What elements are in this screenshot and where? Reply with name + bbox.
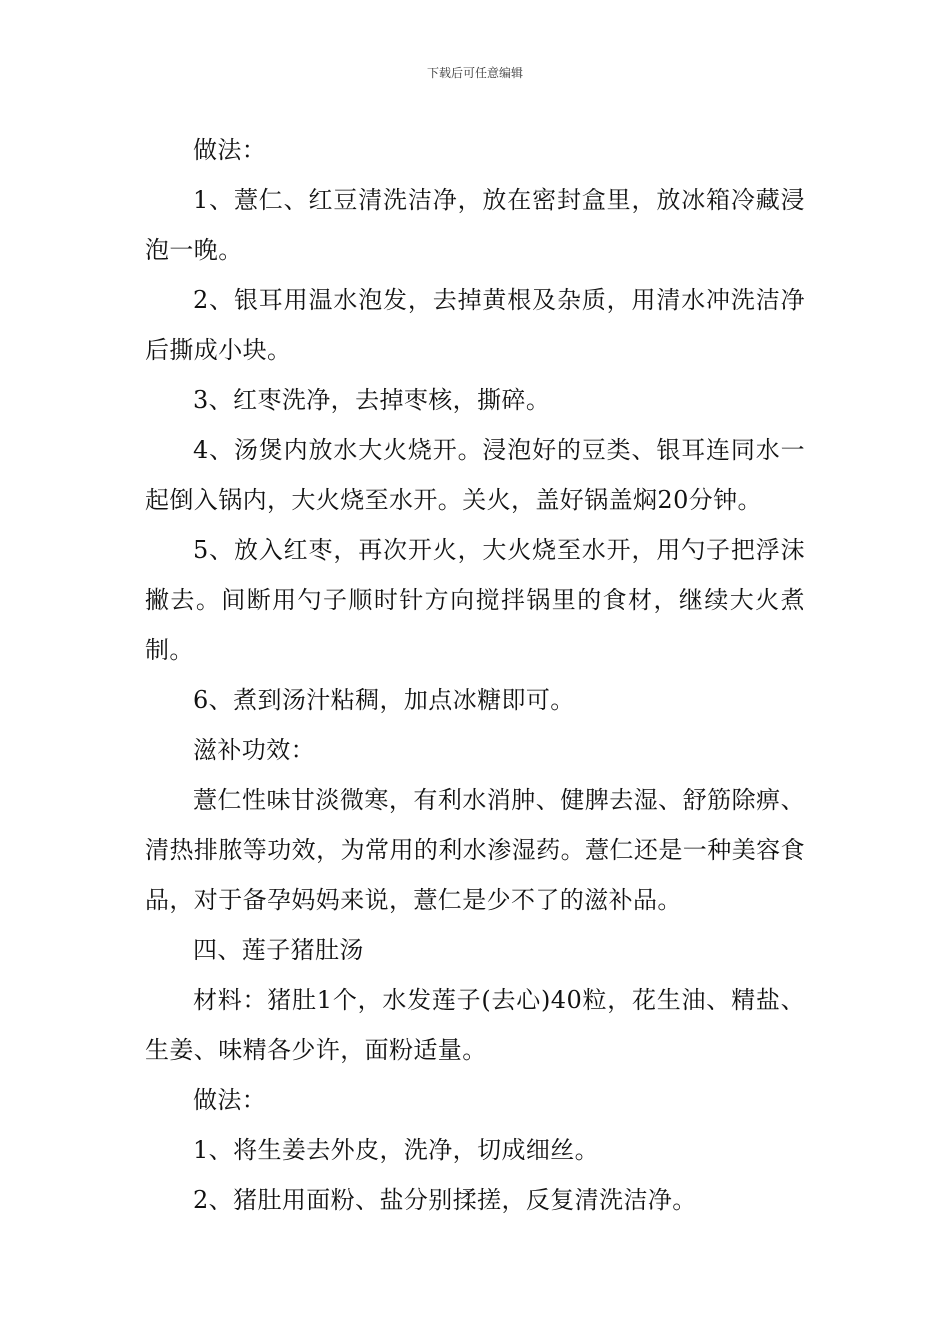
step-1-ginger: 1、将生姜去外皮，洗净，切成细丝。	[193, 1136, 600, 1164]
section-title-lotus-soup: 四、莲子猪肚汤	[193, 936, 364, 964]
benefits-text: 薏仁性味甘淡微寒，有利水消肿、健脾去湿、舒筋除痹、清热排脓等功效，为常用的利水渗湿药。薏仁还是一种美容食品，对于备孕妈妈来说，薏仁是少不了的滋补品。	[145, 786, 805, 914]
method-heading-2: 做法：	[193, 1086, 267, 1114]
step-3-red-dates: 3、红枣洗净，去掉枣核，撕碎。	[193, 386, 551, 414]
step-2-tripe: 2、猪肚用面粉、盐分别揉搓，反复清洗洁净。	[193, 1186, 697, 1214]
benefits-heading: 滋补功效：	[193, 736, 315, 764]
page-header: 下载后可任意编辑	[426, 66, 523, 80]
document-body	[145, 125, 805, 1225]
step-1-soak: 1、薏仁、红豆清洗洁净，放在密封盒里，放冰箱冷藏浸泡一晚。	[145, 186, 805, 264]
step-6-finish: 6、煮到汤汁粘稠，加点冰糖即可。	[193, 686, 575, 714]
step-5-simmer: 5、放入红枣，再次开火，大火烧至水开，用勺子把浮沫撇去。间断用勺子顺时针方向搅拌锅里的食材，继续大火煮制。	[145, 536, 805, 664]
step-4-boil: 4、汤煲内放水大火烧开。浸泡好的豆类、银耳连同水一起倒入锅内，大火烧至水开。关火，盖好锅盖焖20分钟。	[145, 436, 805, 514]
step-2-white-fungus: 2、银耳用温水泡发，去掉黄根及杂质，用清水冲洗洁净后撕成小块。	[145, 286, 805, 364]
ingredients-text: 材料：猪肚1个，水发莲子(去心)40粒，花生油、精盐、生姜、味精各少许，面粉适量。	[145, 986, 805, 1064]
method-heading: 做法：	[193, 136, 267, 164]
